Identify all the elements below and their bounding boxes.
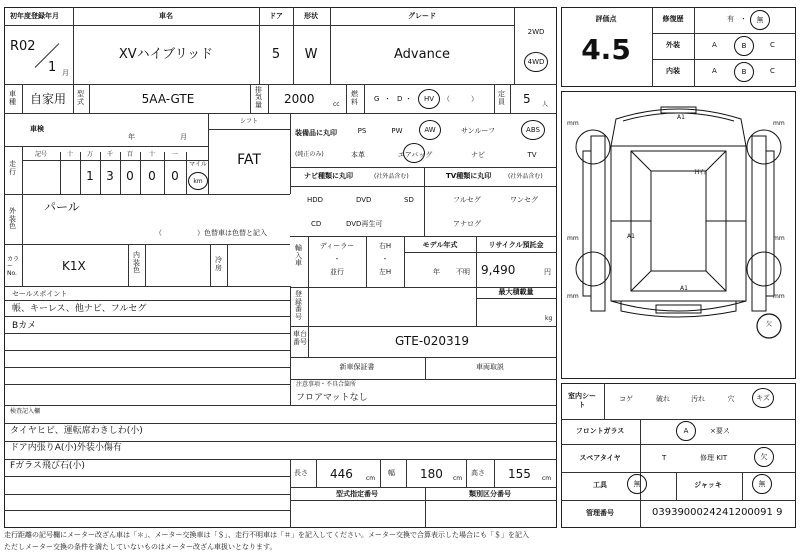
height-label: 高さ xyxy=(471,469,485,477)
repair-yes: 有 xyxy=(727,15,734,23)
import-dealer: ディーラー xyxy=(319,242,355,250)
seat-burn: コゲ xyxy=(619,395,633,403)
seat-tear: 破れ xyxy=(656,395,670,403)
color-no-label: カラーNo. xyxy=(7,256,20,278)
seat-hole: 穴 xyxy=(727,395,735,403)
color-no-value: K1X xyxy=(62,259,86,273)
equip-abs: ABS xyxy=(526,126,540,134)
fuel-label: 燃料 xyxy=(351,90,358,106)
inspection-year: 年 xyxy=(128,133,135,141)
km-label: km xyxy=(193,177,203,185)
digit-label-3: 百 xyxy=(126,151,134,158)
exterior-label: 外装 xyxy=(666,41,680,49)
model-year-unknown: 不明 xyxy=(456,268,470,276)
equip-ps: PS xyxy=(357,127,367,135)
fuel-hv: HV xyxy=(423,95,435,103)
shift-label: シフト xyxy=(239,118,259,125)
registration-label: 登録番号 xyxy=(295,290,302,322)
mileage-digit-3: 0 xyxy=(148,169,156,183)
equip-abs-circle xyxy=(521,120,545,140)
damage-a1-top: A1 xyxy=(677,114,685,121)
chassis-label: 車台番号 xyxy=(293,330,307,347)
navi-dvd: DVD xyxy=(356,196,372,204)
model-name-label: 車名 xyxy=(159,12,173,20)
interior-color-label: 内装色 xyxy=(133,251,140,275)
damage-a1-bottom: A1 xyxy=(680,285,688,292)
door-label: ドア xyxy=(269,12,283,20)
mileage-digit-4: 0 xyxy=(171,169,179,183)
import-right-h: 右H xyxy=(378,242,392,250)
exterior-grade-c: C xyxy=(770,41,775,49)
displacement-label: 排気量 xyxy=(255,86,262,109)
drive-4wd: 4WD xyxy=(527,58,545,66)
damage-stone: Ｈ石 xyxy=(694,169,707,176)
tools-circle xyxy=(627,474,647,494)
mileage-digit-1: 3 xyxy=(106,169,114,183)
interior-grade-b-circle xyxy=(734,62,754,82)
interior-grade-c: C xyxy=(770,67,775,75)
sales-point-line-2: Bカメ xyxy=(12,321,37,331)
navi-hdd: HDD xyxy=(307,196,324,204)
equip-aw: AW xyxy=(424,126,436,134)
fuel-hv-circle xyxy=(418,89,440,109)
inspection-label: 車検 xyxy=(30,125,44,133)
spare-kit: 修理 KIT xyxy=(700,454,728,462)
type-label: 型式 xyxy=(77,90,84,106)
car-diagram xyxy=(561,91,796,379)
fuel-d: D xyxy=(397,95,403,103)
exterior-grade-b-circle xyxy=(734,36,754,56)
sales-points-label: セールスポイント xyxy=(12,290,68,298)
recycle-value: 9,490 xyxy=(481,263,516,277)
mileage-label: 走行 xyxy=(9,160,16,176)
footer-line-1: 走行距離の記号欄にメーター改ざん車は「＊」、メーター交換車は「＄」、走行不明車は「＃」を記入してください。メーター交換で合算表示した場合にも「＄」を記入 xyxy=(4,531,529,539)
month-unit: 月 xyxy=(62,69,69,77)
mm-top-right: mm xyxy=(773,120,785,127)
glass-x: ×要ス xyxy=(710,427,730,435)
spare-label: スペアタイヤ xyxy=(579,454,621,462)
height-unit: cm xyxy=(542,475,552,482)
notes-value: フロアマットなし xyxy=(296,393,368,403)
recycle-label: リサイクル預託金 xyxy=(488,241,544,249)
seat-scratch: キズ xyxy=(756,394,770,402)
equip-pw: PW xyxy=(391,127,403,135)
km-circle xyxy=(188,172,208,190)
tv-analog: アナログ xyxy=(453,220,481,228)
import-dot-2: ・ xyxy=(381,255,389,263)
import-left-h: 左H xyxy=(378,268,392,276)
navi-title: ナビ種類に丸印 xyxy=(304,172,353,180)
jack-label: ジャッキ xyxy=(694,481,722,489)
cooling-label: 冷房 xyxy=(215,256,222,272)
capacity-unit: 人 xyxy=(542,101,549,108)
mm-mid-left: mm xyxy=(567,235,579,242)
tv-title-sub: (社外品含む) xyxy=(508,173,543,180)
repair-label: 修復歴 xyxy=(662,15,684,23)
length-unit: cm xyxy=(366,475,376,482)
jack-value: 無 xyxy=(758,480,766,488)
exterior-grade-a: A xyxy=(712,41,717,49)
glass-label: フロントガラス xyxy=(575,427,625,435)
reg-year-value: R02 xyxy=(10,39,36,54)
model-name-value: XVハイブリッド xyxy=(118,47,214,62)
color-label: 外装色 xyxy=(9,207,16,231)
shape-label: 形状 xyxy=(304,12,318,20)
digit-label-1: 万 xyxy=(86,151,94,158)
inspector-line-1: タイヤヒビ、運転席わきしわ(小) xyxy=(10,426,143,436)
width-unit: cm xyxy=(453,475,463,482)
capacity-label: 定員 xyxy=(498,90,505,106)
equip-leather: 本革 xyxy=(351,151,365,159)
recycle-yen: 円 xyxy=(544,268,551,276)
grade-label: グレード xyxy=(408,12,436,20)
digit-label-5: 一 xyxy=(171,151,179,158)
import-dot: ・ xyxy=(333,255,341,263)
warranty-label: 新車保証書 xyxy=(339,363,375,371)
type-value: 5AA-GTE xyxy=(141,92,195,106)
glass-a-circle xyxy=(676,421,696,441)
interior-grade-b: B xyxy=(741,68,747,76)
mm-bottom-left: mm xyxy=(567,293,579,300)
inspector-label: 検査記入欄 xyxy=(10,408,41,415)
tv-oneseg: ワンセグ xyxy=(510,196,538,204)
model-year-label: モデル年式 xyxy=(422,241,458,249)
seat-scratch-circle xyxy=(752,388,774,408)
model-year-unit: 年 xyxy=(433,268,440,276)
tools-value: 無 xyxy=(633,480,641,488)
shape-value: W xyxy=(304,47,318,62)
repair-no: 無 xyxy=(756,16,764,24)
score-value: 4.5 xyxy=(581,33,631,66)
category-class-label: 類別区分番号 xyxy=(469,490,511,498)
equip-navi: ナビ xyxy=(471,151,485,159)
repair-no-circle xyxy=(750,10,770,30)
height-value: 155 xyxy=(508,467,531,481)
damage-a1-left: A1 xyxy=(627,233,635,240)
inspector-line-3: Fガラス飛び石(小) xyxy=(10,461,85,471)
interior-label: 内装 xyxy=(666,67,680,75)
spare-none: 欠 xyxy=(760,453,768,461)
drive-2wd: 2WD xyxy=(527,28,545,36)
max-load-unit: kg xyxy=(545,315,553,322)
damage-missing: 欠 xyxy=(765,321,773,328)
tv-fullseg: フルセグ xyxy=(453,196,481,204)
mm-top-left: mm xyxy=(567,120,579,127)
footer-line-2: ただしメーター交換の条件を満たしていないものはメーター改ざん車扱いとなります。 xyxy=(4,543,277,551)
spare-none-circle xyxy=(754,447,774,467)
manual-label: 車両取説 xyxy=(476,363,504,371)
length-value: 446 xyxy=(330,467,353,481)
fuel-g: G xyxy=(374,95,380,103)
inspection-month: 月 xyxy=(180,133,187,141)
color-note: （ ）色替車は色替と記入 xyxy=(155,229,267,237)
tv-title: TV種類に丸印 xyxy=(446,172,492,180)
max-load-label: 最大積載量 xyxy=(498,288,534,296)
equipment-sub: (純正のみ) xyxy=(295,151,324,158)
drive-4wd-circle xyxy=(524,52,548,72)
capacity-value: 5 xyxy=(523,92,531,106)
category-value: 自家用 xyxy=(30,92,67,106)
score-label: 評価点 xyxy=(595,15,617,23)
navi-title-sub: (社外品含む) xyxy=(374,173,409,180)
displacement-value: 2000 xyxy=(284,92,315,106)
displacement-unit: cc xyxy=(333,101,340,108)
digit-label-4: 十 xyxy=(148,151,156,158)
navi-dvd-play: DVD再生可 xyxy=(346,220,383,228)
mgmt-label: 管理番号 xyxy=(586,509,614,517)
equip-airbag: エアバッグ xyxy=(397,151,433,159)
inspector-line-2: ドア内張りA(小)外装小傷有 xyxy=(10,443,122,453)
mileage-mark-label: 記号 xyxy=(34,151,48,158)
category-label: 車種 xyxy=(9,90,16,106)
doors-value: 5 xyxy=(271,47,281,62)
width-value: 180 xyxy=(420,467,443,481)
digit-label-2: 千 xyxy=(106,151,114,158)
navi-sd: SD xyxy=(404,196,414,204)
mile-label: マイル xyxy=(189,161,207,168)
mileage-digit-2: 0 xyxy=(126,169,134,183)
equip-aw-circle xyxy=(419,120,441,140)
sales-point-line-1: 帳、キーレス、他ナビ、フルセグ xyxy=(12,304,147,314)
chassis-value: GTE-020319 xyxy=(395,334,469,348)
equip-tv: TV xyxy=(527,151,537,159)
glass-a: A xyxy=(683,427,689,435)
spare-t: T xyxy=(662,454,667,462)
mm-mid-right: mm xyxy=(773,235,785,242)
color-value: パール xyxy=(44,200,80,214)
exterior-grade-b: B xyxy=(741,42,747,50)
navi-cd: CD xyxy=(311,220,322,228)
mileage-digit-0: 1 xyxy=(86,169,94,183)
notes-label: 注意事項・不具合箇所 xyxy=(296,381,357,388)
reg-year-label: 初年度登録年月 xyxy=(10,12,59,20)
length-label: 長さ xyxy=(294,469,308,477)
equipment-label: 装備品に丸印 xyxy=(295,129,337,137)
equip-sunroof: サンルーフ xyxy=(460,127,496,135)
seat-label: 室内シート xyxy=(568,392,596,410)
fuel-other: （ ） xyxy=(443,95,478,103)
type-designation-label: 型式指定番号 xyxy=(336,490,378,498)
import-label: 輸入車 xyxy=(295,244,302,268)
reg-month-value: 1 xyxy=(48,60,57,75)
mm-bottom-right: mm xyxy=(773,293,785,300)
seat-dirt: 汚れ xyxy=(691,395,705,403)
import-parallel: 並行 xyxy=(330,268,344,276)
tools-label: 工具 xyxy=(593,481,607,489)
mgmt-number: 0393900024241200091 9 xyxy=(652,507,783,518)
digit-label-0: 十 xyxy=(66,151,74,158)
width-label: 幅 xyxy=(388,469,395,477)
jack-circle xyxy=(752,474,772,494)
interior-grade-a: A xyxy=(712,67,717,75)
grade-value: Advance xyxy=(394,47,450,62)
shift-value: FAT xyxy=(237,152,261,168)
